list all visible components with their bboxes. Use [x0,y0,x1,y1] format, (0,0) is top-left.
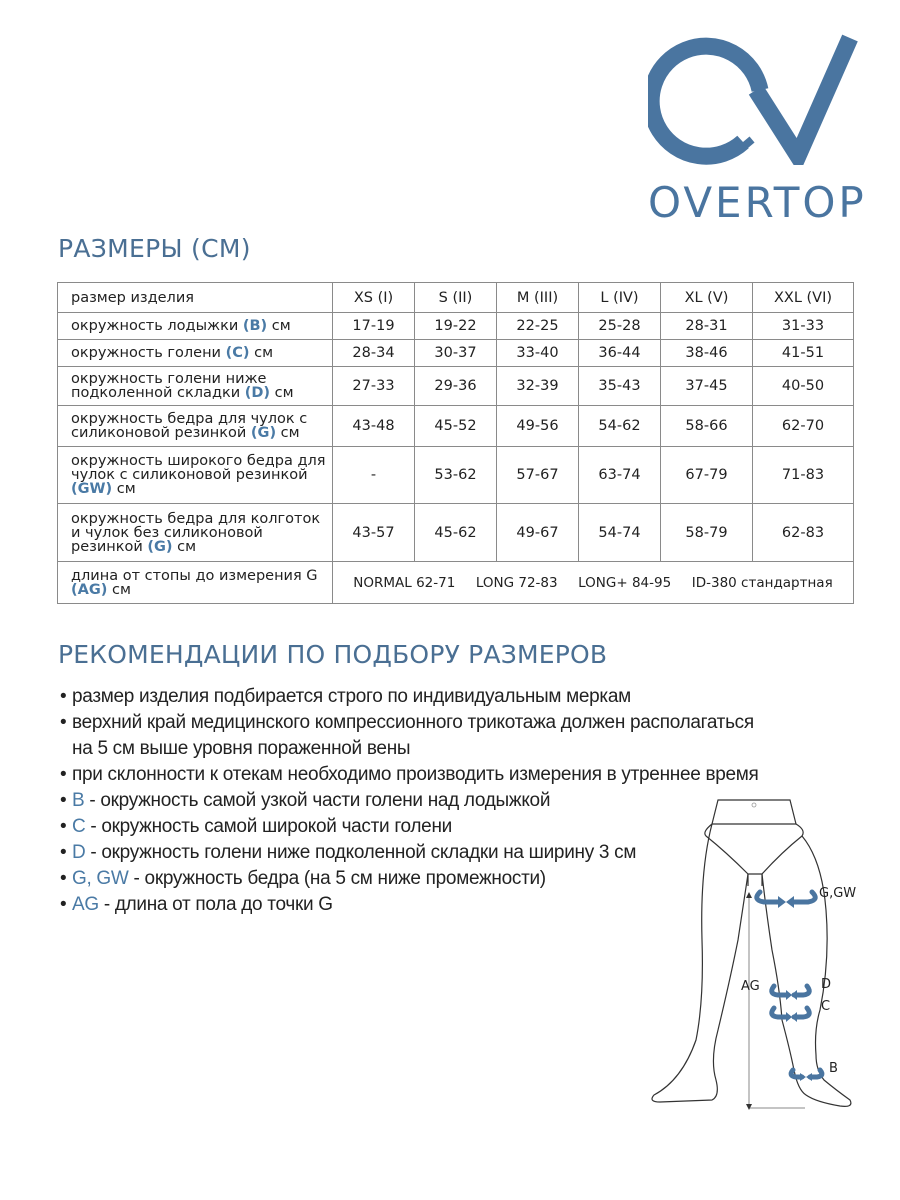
length-row [58,562,854,604]
header-label: размер изделия [58,283,333,313]
row-label: окружность широкого бедра для чулок с силиконовой резинкой (GW) см [58,447,333,504]
length-option: NORMAL 62-71 [353,574,456,591]
table-header-row [58,283,854,313]
row-label: окружность голени ниже подколенной складки (D) см [58,367,333,406]
list-item: • G, GW - окружность бедра (на 5 см ниже промежности) [60,868,546,889]
table-cell: 27-33 [333,367,415,406]
header-size: L (IV) [579,283,661,313]
table-cell: 58-66 [661,406,753,447]
ov-logo-icon [648,30,858,165]
table-cell: 33-40 [497,340,579,367]
table-cell: 19-22 [415,313,497,340]
size-table [57,282,854,604]
list-item: • верхний край медицинского компрессионного трикотажа должен располагаться на 5 см выше уровня пораженной вены [60,712,754,759]
table-row [58,447,854,504]
label-ag: AG [741,979,760,994]
table-cell: 45-62 [415,504,497,562]
label-b: B [829,1061,838,1076]
table-cell: 25-28 [579,313,661,340]
table-cell: 30-37 [415,340,497,367]
table-cell: 67-79 [661,447,753,504]
table-row [58,367,854,406]
label-g-gw: G,GW [819,886,857,901]
table-cell: 43-48 [333,406,415,447]
table-cell: 43-57 [333,504,415,562]
table-cell: 62-70 [753,406,854,447]
leg-measurement-diagram [640,790,880,1120]
header-size: M (III) [497,283,579,313]
header-size: XXL (VI) [753,283,854,313]
table-cell: 38-46 [661,340,753,367]
row-label: длина от стопы до измерения G (AG) см [58,562,333,604]
brand-name: OVERTOP [648,178,867,227]
row-label: окружность бедра для колготок и чулок без силиконовой резинкой (G) см [58,504,333,562]
table-cell: 28-31 [661,313,753,340]
sizes-title: РАЗМЕРЫ (СМ) [58,234,251,263]
table-cell: 29-36 [415,367,497,406]
table-cell: 71-83 [753,447,854,504]
table-row [58,504,854,562]
table-cell: 54-74 [579,504,661,562]
label-c: C [821,999,831,1014]
tights-outline-icon [640,790,880,1120]
list-item: • D - окружность голени ниже подколенной складки на ширину 3 см [60,842,637,863]
overtop-logo [648,30,867,227]
table-cell: 40-50 [753,367,854,406]
header-size: XL (V) [661,283,753,313]
table-cell: 35-43 [579,367,661,406]
table-cell: 57-67 [497,447,579,504]
row-label: окружность лодыжки (B) см [58,313,333,340]
table-cell: 28-34 [333,340,415,367]
length-options-cell [333,562,854,604]
list-item: • размер изделия подбирается строго по индивидуальным меркам [60,686,631,707]
recommendations-title: РЕКОМЕНДАЦИИ ПО ПОДБОРУ РАЗМЕРОВ [58,640,608,669]
list-item: • AG - длина от пола до точки G [60,894,333,915]
table-cell: 49-67 [497,504,579,562]
length-option: LONG 72-83 [475,574,558,591]
table-cell: - [333,447,415,504]
table-row [58,406,854,447]
table-cell: 41-51 [753,340,854,367]
header-size: S (II) [415,283,497,313]
table-row [58,313,854,340]
table-cell: 31-33 [753,313,854,340]
table-cell: 22-25 [497,313,579,340]
row-label: окружность голени (C) см [58,340,333,367]
table-cell: 36-44 [579,340,661,367]
length-option: LONG+ 84-95 [578,574,672,591]
list-item: • при склонности к отекам необходимо производить измерения в утреннее время [60,764,759,785]
table-cell: 54-62 [579,406,661,447]
label-d: D [821,977,832,992]
table-cell: 49-56 [497,406,579,447]
table-cell: 62-83 [753,504,854,562]
table-cell: 37-45 [661,367,753,406]
table-cell: 17-19 [333,313,415,340]
table-cell: 32-39 [497,367,579,406]
table-cell: 63-74 [579,447,661,504]
table-cell: 58-79 [661,504,753,562]
list-item: • B - окружность самой узкой части голени над лодыжкой [60,790,551,811]
list-item: • C - окружность самой широкой части голени [60,816,452,837]
header-size: XS (I) [333,283,415,313]
table-row [58,340,854,367]
length-option: ID-380 стандартная [691,574,833,591]
row-label: окружность бедра для чулок с силиконовой резинкой (G) см [58,406,333,447]
table-cell: 53-62 [415,447,497,504]
table-cell: 45-52 [415,406,497,447]
